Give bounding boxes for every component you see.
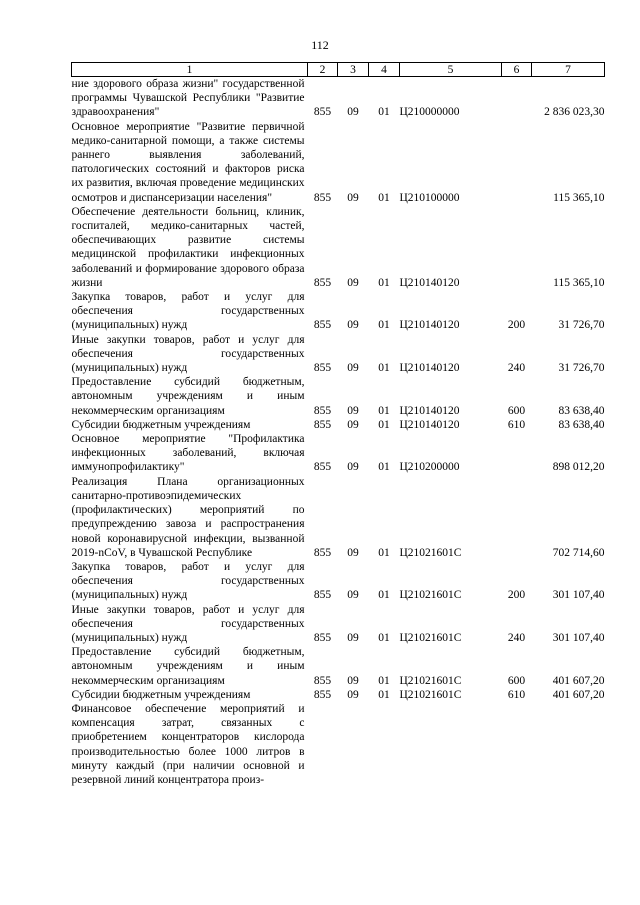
row-code-expense-type: 240 <box>507 631 526 644</box>
column-header-5: 5 <box>400 63 502 77</box>
row-amount <box>532 702 605 787</box>
row-name: Субсидии бюджетным учреждениям <box>71 418 251 431</box>
budget-table <box>71 62 605 787</box>
row-name: Финансовое обеспечение мероприятий и компенсация затрат, связанных с приобретением концентраторов кислорода производительностью более 1000 литров в минуту каждый (при наличии основной и резервной линий концентратора произ- <box>71 702 305 786</box>
row-code-expense-type <box>502 475 532 560</box>
row-amount: 31 726,70 <box>558 319 605 332</box>
row-code-section: 09 <box>347 276 359 289</box>
table-body <box>72 77 605 788</box>
table-row <box>72 560 605 603</box>
row-name: Иные закупки товаров, работ и услуг для обеспечения государственных (муниципальных) нужд <box>71 603 305 644</box>
row-code-section: 09 <box>347 674 359 687</box>
row-code-subsection: 01 <box>378 362 390 375</box>
row-name: Предоставление субсидий бюджетным, автономным учреждениям и иным некоммерческим организациям <box>71 376 305 417</box>
row-name: Предоставление субсидий бюджетным, автономным учреждениям и иным некоммерческим организациям <box>71 646 305 687</box>
row-code-subsection: 01 <box>378 631 390 644</box>
row-code-ministry: 855 <box>313 191 332 204</box>
table-row <box>72 418 605 432</box>
row-amount: 115 365,10 <box>553 191 605 204</box>
column-header-2: 2 <box>308 63 338 77</box>
row-code-subsection: 01 <box>378 546 390 559</box>
row-code-expense-type <box>502 120 532 205</box>
row-code-ministry: 855 <box>313 688 332 701</box>
row-amount: 301 107,40 <box>552 631 605 644</box>
row-name: Основное мероприятие "Развитие первичной медико-санитарной помощи, а также системы раннего выявления заболеваний, патологических состояний и факторов риска их развития, включая проведение медицинских осмотров и диспансеризации населения" <box>71 120 305 204</box>
row-code-target: Ц21021601С <box>399 674 462 687</box>
row-code-target: Ц210140120 <box>399 362 460 375</box>
row-code-section: 09 <box>347 404 359 417</box>
column-header-1: 1 <box>72 63 308 77</box>
row-code-expense-type <box>502 205 532 290</box>
row-amount: 702 714,60 <box>552 546 605 559</box>
row-code-subsection: 01 <box>378 461 390 474</box>
row-code-expense-type: 600 <box>507 404 526 417</box>
row-code-target: Ц210140120 <box>399 418 460 431</box>
row-code-section: 09 <box>347 589 359 602</box>
column-header-7: 7 <box>532 63 605 77</box>
row-code-ministry: 855 <box>313 319 332 332</box>
column-header-6: 6 <box>502 63 532 77</box>
row-code-ministry: 855 <box>313 589 332 602</box>
row-code-section: 09 <box>347 106 359 119</box>
row-code-section: 09 <box>347 191 359 204</box>
row-code-expense-type: 610 <box>507 418 526 431</box>
row-code-expense-type: 610 <box>507 688 526 701</box>
row-code-section: 09 <box>347 319 359 332</box>
row-code-section: 09 <box>347 418 359 431</box>
row-code-ministry: 855 <box>313 362 332 375</box>
row-code-subsection: 01 <box>378 319 390 332</box>
row-code-section <box>338 702 369 787</box>
row-code-target: Ц210140120 <box>399 404 460 417</box>
table-row <box>72 290 605 333</box>
table-row <box>72 645 605 688</box>
row-code-expense-type: 600 <box>507 674 526 687</box>
table-row <box>72 77 605 120</box>
row-amount: 401 607,20 <box>552 688 605 701</box>
row-name: Основное мероприятие "Профилактика инфекционных заболеваний, включая иммунопрофилактику" <box>71 433 305 474</box>
table-header-row <box>72 63 605 77</box>
table-row <box>72 702 605 787</box>
row-name: Обеспечение деятельности больниц, клиник, госпиталей, медико-санитарных частей, обеспечивающих развитие системы медицинской профилактики инфекционных заболеваний и формирование здорового образа жизни <box>71 205 305 289</box>
row-code-section: 09 <box>347 461 359 474</box>
row-code-subsection: 01 <box>378 276 390 289</box>
row-code-expense-type: 240 <box>507 362 526 375</box>
row-name: Субсидии бюджетным учреждениям <box>71 688 251 701</box>
row-code-ministry: 855 <box>313 674 332 687</box>
row-code-expense-type: 200 <box>507 589 526 602</box>
row-code-subsection: 01 <box>378 106 390 119</box>
row-amount: 115 365,10 <box>553 276 605 289</box>
row-code-target: Ц21021601С <box>399 546 462 559</box>
row-amount: 31 726,70 <box>558 362 605 375</box>
row-name: Реализация Плана организационных санитарно-противоэпидемических (профилактических) мероприятий по предупреждению завоза и распространения новой коронавирусной инфекции, вызванной 2019-nCoV, в Чувашской Республике <box>71 475 305 559</box>
table-row <box>72 120 605 205</box>
row-code-section: 09 <box>347 362 359 375</box>
row-code-expense-type <box>502 702 532 787</box>
table-row <box>72 475 605 560</box>
table-row <box>72 375 605 418</box>
row-code-ministry <box>308 702 338 787</box>
row-code-target: Ц210000000 <box>399 106 460 119</box>
row-code-subsection: 01 <box>378 674 390 687</box>
row-code-ministry: 855 <box>313 418 332 431</box>
row-code-subsection <box>369 702 400 787</box>
row-name: ние здорового образа жизни" государственной программы Чувашской Республики "Развитие здравоохранения" <box>71 78 305 119</box>
row-code-section: 09 <box>347 688 359 701</box>
row-code-subsection: 01 <box>378 688 390 701</box>
row-code-target: Ц210200000 <box>399 461 460 474</box>
column-header-3: 3 <box>338 63 369 77</box>
table-row <box>72 205 605 290</box>
row-code-expense-type: 200 <box>507 319 526 332</box>
row-code-expense-type <box>502 77 532 120</box>
row-name: Закупка товаров, работ и услуг для обеспечения государственных (муниципальных) нужд <box>71 291 305 332</box>
row-amount: 2 836 023,30 <box>544 106 605 119</box>
row-code-subsection: 01 <box>378 418 390 431</box>
row-code-target: Ц210100000 <box>399 191 460 204</box>
row-code-target: Ц210140120 <box>399 319 460 332</box>
row-code-subsection: 01 <box>378 191 390 204</box>
table-row <box>72 333 605 376</box>
row-name: Иные закупки товаров, работ и услуг для обеспечения государственных (муниципальных) нужд <box>71 333 305 375</box>
page-number: 112 <box>311 38 329 52</box>
row-code-section: 09 <box>347 546 359 559</box>
row-amount: 83 638,40 <box>558 404 605 417</box>
row-code-ministry: 855 <box>313 276 332 289</box>
row-code-target <box>400 702 502 787</box>
row-code-expense-type <box>502 432 532 475</box>
row-code-target: Ц21021601С <box>399 631 462 644</box>
row-code-ministry: 855 <box>313 631 332 644</box>
column-header-4: 4 <box>369 63 400 77</box>
row-code-ministry: 855 <box>313 106 332 119</box>
row-code-subsection: 01 <box>378 404 390 417</box>
row-amount: 898 012,20 <box>552 461 605 474</box>
table-row <box>72 603 605 646</box>
row-code-ministry: 855 <box>313 404 332 417</box>
row-code-target: Ц210140120 <box>399 276 460 289</box>
row-amount: 401 607,20 <box>552 674 605 687</box>
row-name: Закупка товаров, работ и услуг для обеспечения государственных (муниципальных) нужд <box>71 560 305 602</box>
row-code-target: Ц21021601С <box>399 688 462 701</box>
row-code-subsection: 01 <box>378 589 390 602</box>
row-code-target: Ц21021601С <box>399 589 462 602</box>
table-row <box>72 432 605 475</box>
row-code-section: 09 <box>347 631 359 644</box>
row-amount: 83 638,40 <box>558 418 605 431</box>
table-row <box>72 688 605 702</box>
row-code-ministry: 855 <box>313 546 332 559</box>
row-code-ministry: 855 <box>313 461 332 474</box>
row-amount: 301 107,40 <box>552 589 605 602</box>
